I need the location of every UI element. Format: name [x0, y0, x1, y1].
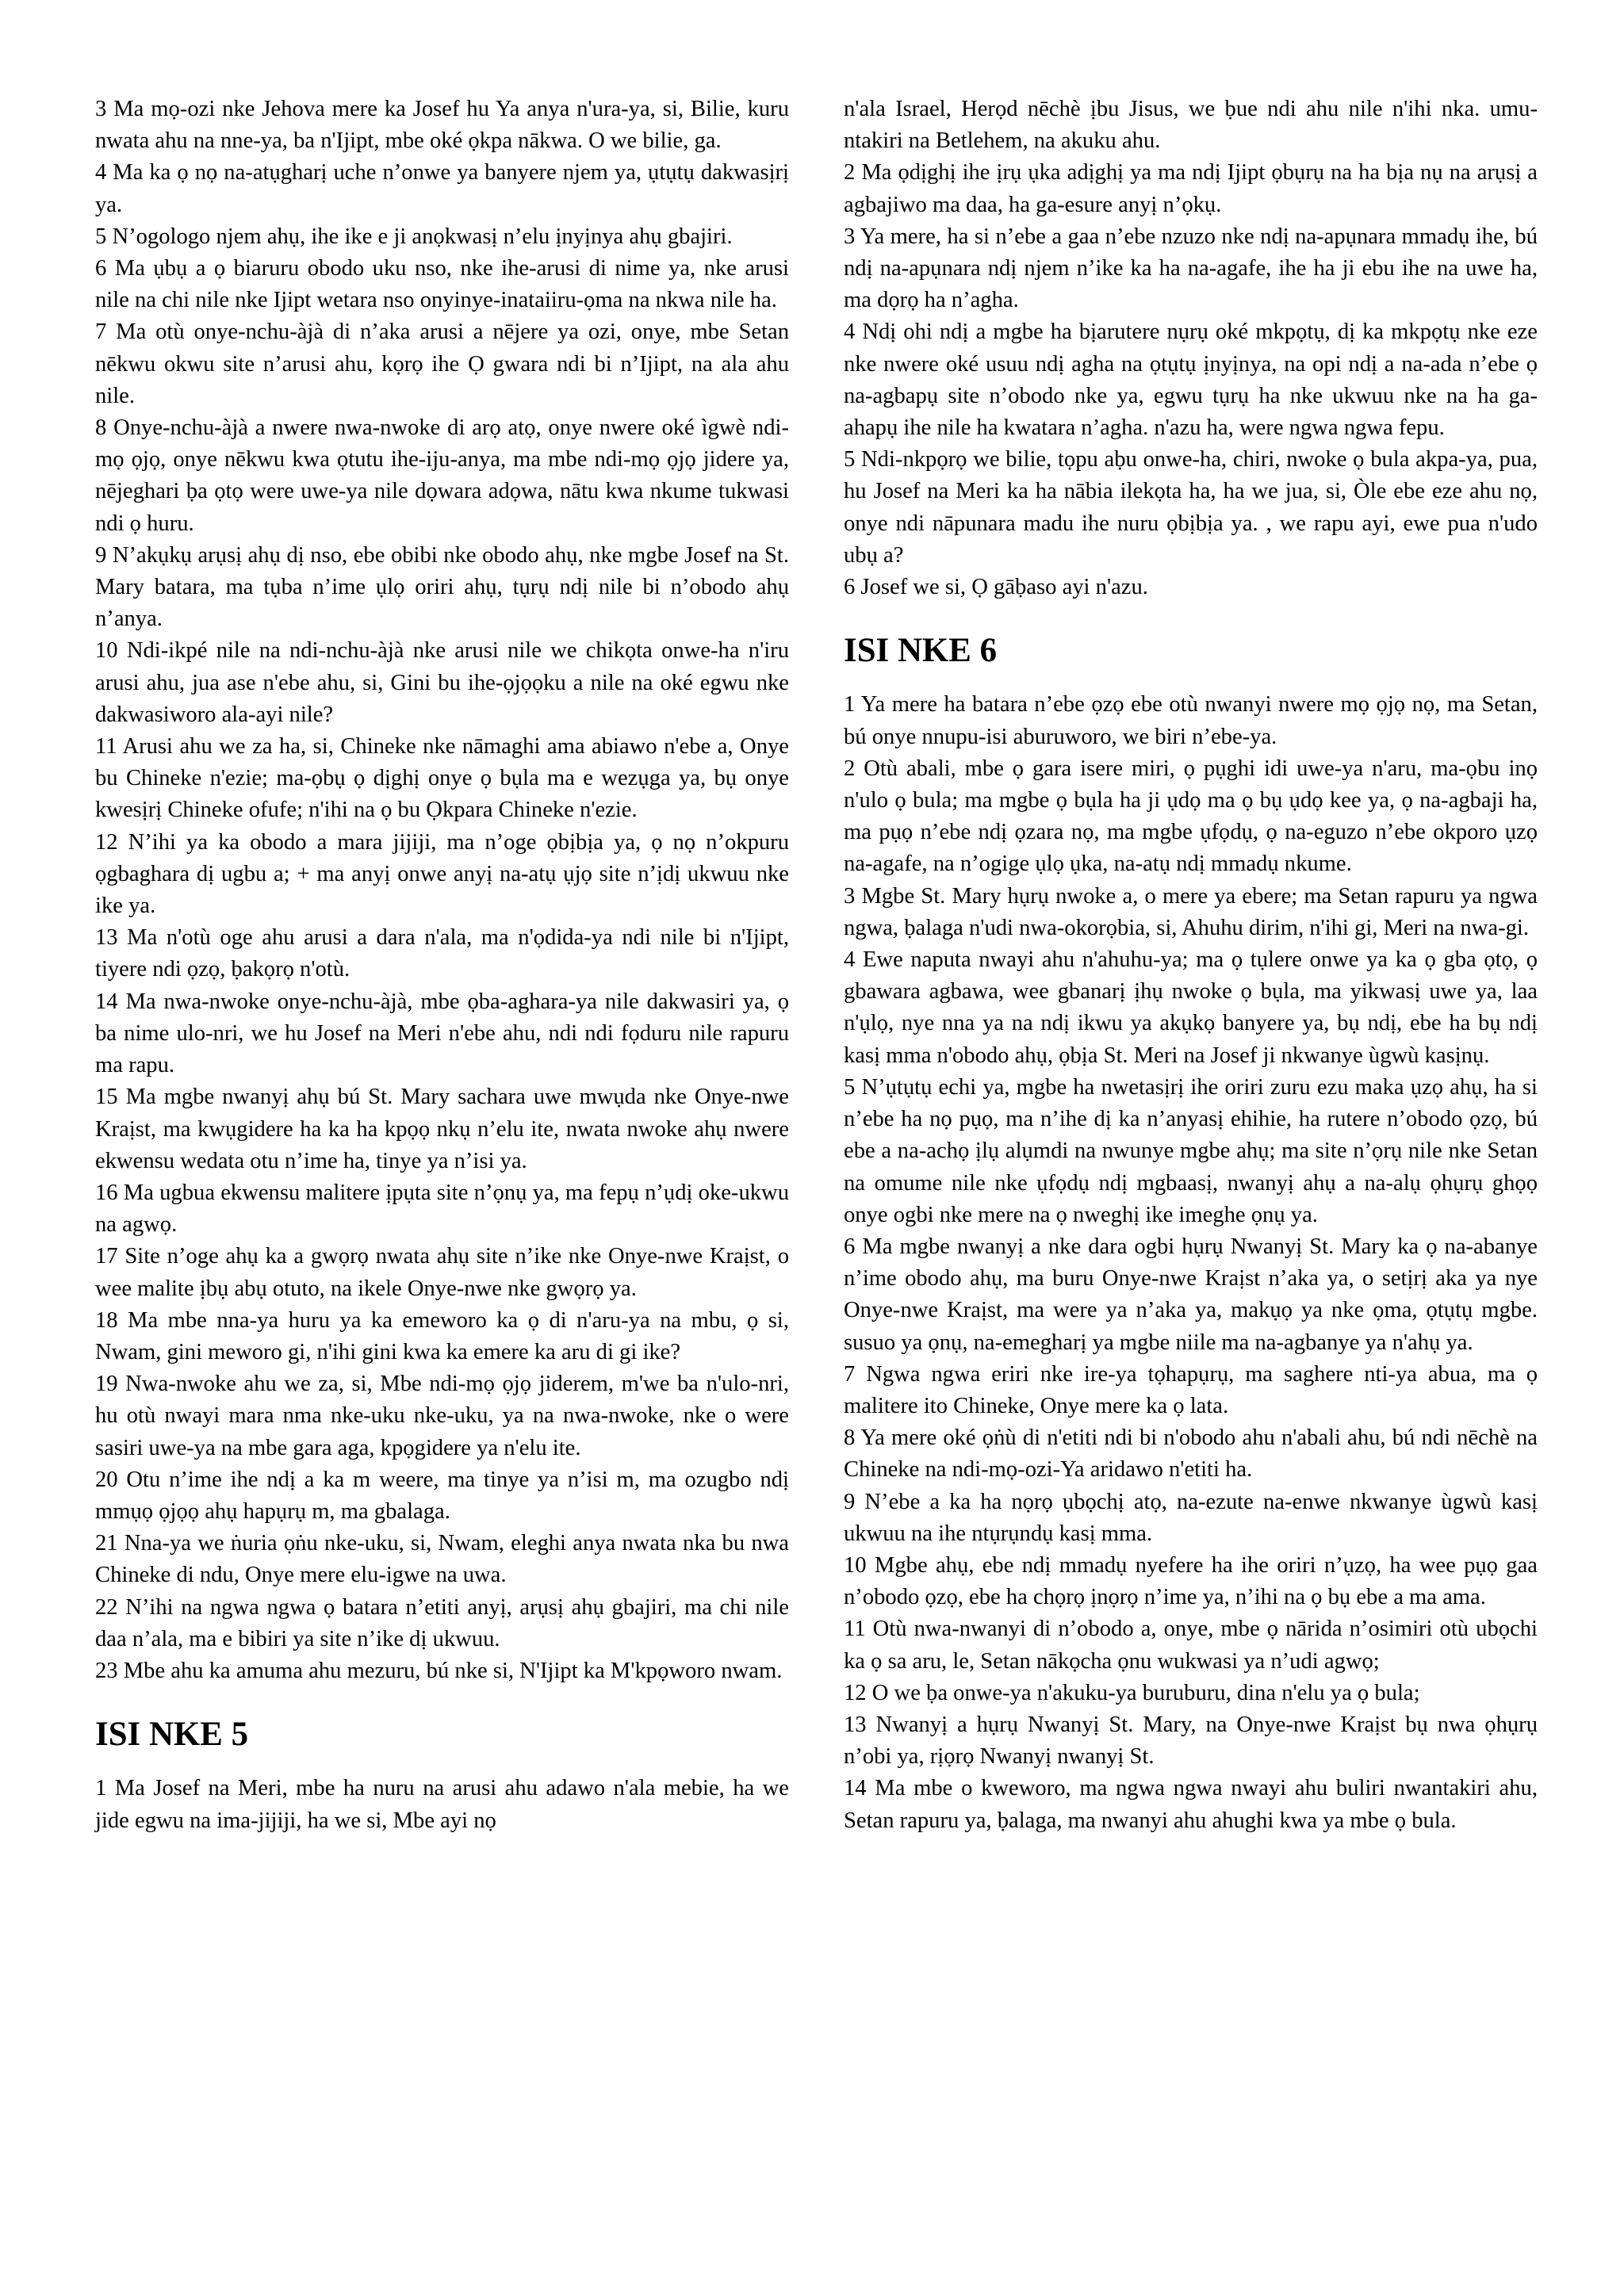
- paragraph-verse-6: 6 Ma ụbụ a ọ biaruru obodo uku nso, nke ihe-arusi di nime ya, nke arusi nile na chi nile nke Ijipt wetara nso onyinye-inataiiru-ọma na nkwa nile ha.: [95, 256, 789, 313]
- paragraph-verse-7: 7 Ma otù onye-nchu-àjà di n’aka arusi a nējere ya ozi, onye, mbe Setan nēkwu okwu site n’arusi ahu, kọrọ ihe Ọ gwara ndi bi n’Ijipt, na ala ahu nile.: [95, 320, 789, 408]
- paragraph-verse-13: 13 Nwanyị a hụrụ Nwanyị St. Mary, na Onye-nwe Kraịst bụ nwa ọhụrụ n’obi ya, rịọrọ Nwanyị nwanyị St.: [844, 1712, 1538, 1770]
- paragraph-verse-9: 9 N’ebe a ka ha nọrọ ụbọchị atọ, na-ezute na-enwe nkwanye ùgwù kasị ukwuu na ihe ntụrụndụ kasị mma.: [844, 1489, 1538, 1546]
- paragraph-verse-8: 8 Ya mere oké ọṅù di n'etiti ndi bi n'obodo ahu n'abali ahu, bú ndi nēchè na Chineke na ndi-mọ-ozi-Ya aridawo n'etiti ha.: [844, 1425, 1538, 1483]
- paragraph-verse-15: 15 Ma mgbe nwanyị ahụ bú St. Mary sachara uwe mwụda nke Onye-nwe Kraịst, ma kwụgidere ha ka ha kpọọ nkụ n’elu ite, nwata nwoke ahụ nwere ekwensu wedata otu n’ime ha, tinye ya n’isi ya.: [95, 1085, 789, 1173]
- paragraph-verse-10: 10 Mgbe ahụ, ebe ndị mmadụ nyefere ha ihe oriri n’ụzọ, ha wee pụọ gaa n’obodo ọzọ, ebe ha chọrọ ịnọrọ n’ime ya, n’ihi na ọ bụ ebe a ma ama.: [844, 1552, 1538, 1610]
- right-column: [844, 94, 1538, 1837]
- paragraph-verse-23: 23 Mbe ahu ka amuma ahu mezuru, bú nke si, N'Ijipt ka M'kpọworo nwam.: [95, 1658, 783, 1683]
- paragraph-verse-16: 16 Ma ugbua ekwensu malitere ịpụta site n’ọnụ ya, ma fepụ n’ụdị oke-ukwu na agwọ.: [95, 1180, 789, 1238]
- paragraph-verse-3: 3 Mgbe St. Mary hụrụ nwoke a, o mere ya ebere; ma Setan rapuru ya ngwa ngwa, ḅalaga n'udi nwa-okorọbia, si, Ahuhu dirim, n'ihi gi, Meri na nwa-gi.: [844, 883, 1538, 940]
- paragraph-verse-4: 4 Ewe naputa nwayi ahu n'ahuhu-ya; ma ọ tụlere onwe ya ka ọ gba ọtọ, ọ gbawara agbawa, wee gbanarị ịhụ nwoke ọ bụla, ma yikwasị uwe ya, laa n'ụlọ, nye nna ya na ndị ikwu ya akụkọ banyere ya, bụ ndị, ebe ha bụ ndị kasị mma n'obodo ahụ, ọbịa St. Meri na Josef ji nkwanye ùgwù kasịnụ.: [844, 947, 1538, 1068]
- paragraph-verse-7: 7 Ngwa ngwa eriri nke ire-ya tọhapụrụ, ma saghere nti-ya abua, ma ọ malitere ito Chineke, Onye mere ka ọ lata.: [844, 1361, 1538, 1418]
- paragraph-verse-14: 14 Ma mbe o kweworo, ma ngwa ngwa nwayi ahu buliri nwantakiri ahu, Setan rapuru ya, ḅalaga, ma nwanyi ahu ahughi kwa ya mbe ọ bula.: [844, 1776, 1538, 1833]
- paragraph-verse-2: 2 Otù abali, mbe ọ gara isere miri, ọ pụghi idi uwe-ya n'aru, ma-ọbu inọ n'ulo ọ bula; ma mgbe ọ bụla ha ji ụdọ ma ọ bụ ụdọ kee ya, ọ na-agbaji ha, ma pụọ n’ebe ndị ọzara nọ, ma mgbe ụfọdụ, ọ na-eguzo n’ebe okporo ụzọ na-agafe, na n’ogige ụlọ ụka, na-atụ ndị mmadụ nkume.: [844, 756, 1538, 877]
- paragraph-verse-1: 1 Ma Josef na Meri, mbe ha nuru na arusi ahu adawo n'ala mebie, ha we jide egwu na ima-jijiji, ha we si, Mbe ayi nọ: [95, 1776, 789, 1833]
- paragraph-verse-13: 13 Ma n'otù oge ahu arusi a dara n'ala, ma n'ọdida-ya ndi nile bi n'Ijipt, tiyere ndi ọzọ, ḅakọrọ n'otù.: [95, 925, 789, 982]
- paragraph-verse-4: 4 Ma ka ọ nọ na-atụgharị uche n’onwe ya banyere njem ya, ụtụtụ dakwasịrị ya.: [95, 160, 789, 217]
- paragraph-verse-11: 11 Arusi ahu we za ha, si, Chineke nke nāmaghi ama abiawo n'ebe a, Onye bu Chineke n'ezie; ma-ọbụ ọ dịghị onye ọ bụla ma e wezụga ya, bụ onye kwesịrị Chineke ofufe; n'ihi na ọ bu Ọkpara Chineke n'ezie.: [95, 734, 789, 823]
- paragraph-verse-20: 20 Otu n’ime ihe ndị a ka m weere, ma tinye ya n’isi m, ma ozugbo ndị mmụọ ọjọọ ahụ hapụrụ m, ma gbalaga.: [95, 1467, 789, 1524]
- paragraph-verse-5: 5 N’ogologo njem ahụ, ihe ike e ji anọkwasị n’elu ịnyịnya ahụ gbajiri.: [95, 224, 733, 249]
- paragraph-verse-14: 14 Ma nwa-nwoke onye-nchu-àjà, mbe ọba-aghara-ya nile dakwasiri ya, ọ ba nime ulo-nri, we hu Josef na Meri n'ebe ahu, ndi ndi fọduru nile rapuru ma rapu.: [95, 989, 789, 1078]
- paragraph-verse-21: 21 Nna-ya we ṅuria ọṅu nke-uku, si, Nwam, eleghi anya nwata nka bu nwa Chineke di ndu, Onye mere elu-igwe na uwa.: [95, 1531, 789, 1588]
- paragraph-verse-11: 11 Otù nwa-nwanyi di n’obodo a, onye, mbe ọ nārida n’osimiri otù ubọchi ka ọ sa aru, le, Setan nākọcha ọnu wukwasi ya n’udi agwọ;: [844, 1617, 1538, 1674]
- paragraph-verse-1-continued: n'ala Israel, Herọd nēchè ịbu Jisus, we ḅue ndi ahu nile n'ihi nka. umu-ntakiri na Betlehem, na akuku ahu.: [844, 97, 1538, 154]
- paragraph-verse-22: 22 N’ihi na ngwa ngwa ọ batara n’etiti anyị, arụsị ahụ gbajiri, ma chi nile daa n’ala, ma e bibiri ya site n’ike dị ukwuu.: [95, 1594, 789, 1651]
- paragraph-verse-3: 3 Ya mere, ha si n’ebe a gaa n’ebe nzuzo nke ndị na-apụnara mmadụ ihe, bú ndị na-apụnara ndị njem n’ike ka ha na-agafe, ihe ha ji ebu ihe na uwe ha, ma dọrọ ha n’agha.: [844, 224, 1538, 313]
- paragraph-verse-19: 19 Nwa-nwoke ahu we za, si, Mbe ndi-mọ ọjọ jiderem, m'we ba n'ulo-nri, hu otù nwayi mara nma nke-uku nke-uku, ya na nwa-nwoke, nke o were sasiri uwe-ya na mbe gara aga, kpọgidere ya n'elu ite.: [95, 1372, 789, 1460]
- paragraph-verse-9: 9 N’akụkụ arụsị ahụ dị nso, ebe obibi nke obodo ahụ, nke mgbe Josef na St. Mary batara, ma tụba n’ime ụlọ oriri ahụ, tụrụ ndị nile bi n’obodo ahụ n’anya.: [95, 542, 789, 632]
- paragraph-verse-6: 6 Josef we si, Ọ gāḅaso ayi n'azu.: [844, 575, 1148, 600]
- chapter-heading-6: ISI NKE 6: [844, 632, 998, 670]
- paragraph-verse-1: 1 Ya mere ha batara n’ebe ọzọ ebe otù nwanyi nwere mọ ọjọ nọ, ma Setan, bú onye nnupu-isi aburuworo, we biri n’ebe-ya.: [844, 692, 1538, 749]
- paragraph-verse-12: 12 O we ḅa onwe-ya n'akuku-ya buruburu, dina n'elu ya ọ bula;: [844, 1680, 1420, 1705]
- paragraph-verse-5: 5 Ndi-nkpọrọ we bilie, tọpu aḅu onwe-ha, chiri, nwoke ọ bula akpa-ya, pua, hu Josef na Meri ka ha nābia ilekọta ha, ha we jua, si, Òle ebe eze ahu nọ, onye ndi nāpunara madu ihe nuru ọbịbịa ya. , we rapu ayi, ewe pua n'udo ubụ a?: [844, 447, 1538, 568]
- paragraph-verse-4: 4 Ndị ohi ndị a mgbe ha bịarutere nụrụ oké mkpọtụ, dị ka mkpọtụ nke eze nke nwere oké usuu ndị agha na ọtụtụ ịnyịnya, na opi ndị a na-ada n’ebe ọ na-agbapụ site n’obodo nke ya, egwu tụrụ ha nke ukwuu nke na ha ga-ahapụ ihe nile ha kwatara n’agha. n'azu ha, were ngwa ngwa fepu.: [844, 320, 1538, 441]
- paragraph-verse-10: 10 Ndi-ikpé nile na ndi-nchu-àjà nke arusi nile we chikọta onwe-ha n'iru arusi ahu, jua ase n'ebe ahu, si, Gini bu ihe-ọjọọku a nile na oké egwu nke dakwasiworo ala-ayi nile?: [95, 638, 789, 727]
- paragraph-verse-17: 17 Site n’oge ahụ ka a gwọrọ nwata ahụ site n’ike nke Onye-nwe Kraịst, o wee malite ịbụ abụ otuto, na ikele Onye-nwe nke gwọrọ ya.: [95, 1244, 789, 1301]
- paragraph-verse-5: 5 N’ụtụtụ echi ya, mgbe ha nwetasịrị ihe oriri zuru ezu maka ụzọ ahụ, ha si n’ebe ha nọ pụọ, ma n’ihe dị ka n’anyasị ehihie, ha rutere n’obodo ọzọ, bú ebe a na-achọ ịlụ alụmdi na nwunye mgbe ahụ; ma site n’ọrụ nile nke Setan na omume nile nke ụfọdụ ndị mgbaasị, nwanyị ahụ a na-alụ ọhụrụ ghọọ onye ogbi nke mere na ọ nweghị ike imeghe ọnụ ya.: [844, 1074, 1538, 1227]
- paragraph-verse-3: 3 Ma mọ-ozi nke Jehova mere ka Josef hu Ya anya n'ura-ya, si, Bilie, kuru nwata ahu na nne-ya, ba n'Ijipt, mbe oké ọkpa nākwa. O we bilie, ga.: [95, 97, 789, 154]
- paragraph-verse-6: 6 Ma mgbe nwanyị a nke dara ogbi hụrụ Nwanyị St. Mary ka ọ na-abanye n’ime obodo ahụ, ma buru Onye-nwe Kraịst n’aka ya, o setịrị aka ya nye Onye-nwe Kraịst, ma were ya n’aka ya, makụọ ya nke ọma, ọtụtụ mgbe. susuo ya ọnụ, na-emegharị ya mgbe niile ma na-agbanye ya n'ahụ ya.: [844, 1234, 1538, 1355]
- paragraph-verse-18: 18 Ma mbe nna-ya huru ya ka emeworo ka ọ di n'aru-ya na mbu, ọ si, Nwam, gini meworo gi, n'ihi gini kwa ka emere ka aru di gi ike?: [95, 1307, 789, 1364]
- paragraph-verse-8: 8 Onye-nchu-àjà a nwere nwa-nwoke di arọ atọ, onye nwere oké ìgwè ndi-mọ ọjọ, onye nēkwu kwa ọtutu ihe-iju-anya, ma mbe ndi-mọ ọjọ jidere ya, nējeghari ḅa ọtọ were uwe-ya nile dọwara adọwa, nātu kwa nkume tukwasi ndi ọ huru.: [95, 415, 789, 536]
- paragraph-verse-12: 12 N’ihi ya ka obodo a mara jijiji, ma n’oge ọbịbịa ya, ọ nọ n’okpuru ọgbaghara dị ugbu a; + ma anyị onwe anyị na-atụ ụjọ site n’ịdị ukwuu nke ike ya.: [95, 829, 789, 919]
- paragraph-verse-2: 2 Ma ọdịghị ihe ịrụ ụka adịghị ya ma ndị Ijipt ọbụrụ na ha bịa nụ na arụsị a agbajiwo ma daa, ha ga-esure anyị n’ọkụ.: [844, 160, 1538, 217]
- chapter-heading-5: ISI NKE 5: [95, 1716, 249, 1754]
- left-column: [95, 94, 789, 1837]
